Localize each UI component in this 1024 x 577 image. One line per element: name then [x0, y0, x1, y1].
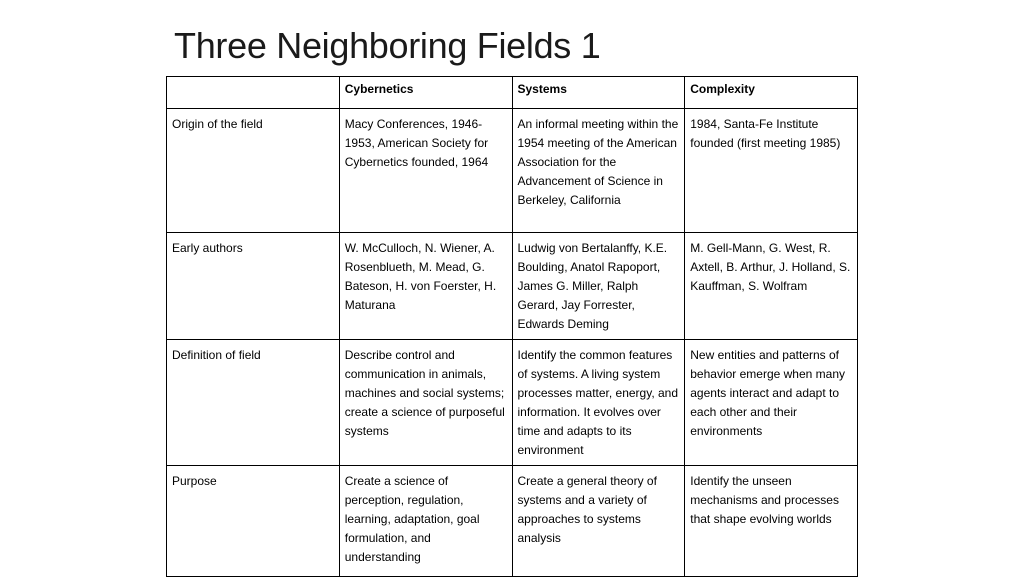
table-row	[167, 233, 858, 340]
row-label: Origin of the field	[167, 109, 340, 233]
cell-cybernetics: Create a science of perception, regulation, learning, adaptation, goal formulation, and understanding	[339, 466, 512, 577]
cell-complexity: 1984, Santa-Fe Institute founded (first meeting 1985)	[685, 109, 858, 233]
cell-cybernetics: Describe control and communication in animals, machines and social systems; create a science of purposeful systems	[339, 340, 512, 466]
cell-cybernetics: W. McCulloch, N. Wiener, A. Rosenblueth, M. Mead, G. Bateson, H. von Foerster, H. Maturana	[339, 233, 512, 340]
cell-cybernetics: Macy Conferences, 1946-1953, American Society for Cybernetics founded, 1964	[339, 109, 512, 233]
header-cell-empty	[167, 77, 340, 109]
table-row	[167, 109, 858, 233]
cell-systems: Identify the common features of systems. A living system processes matter, energy, and information. It evolves over time and adapts to its environment	[512, 340, 685, 466]
row-label: Early authors	[167, 233, 340, 340]
table-header-row	[167, 77, 858, 109]
cell-systems: Ludwig von Bertalanffy, K.E. Boulding, Anatol Rapoport, James G. Miller, Ralph Gerard, Jay Forrester, Edwards Deming	[512, 233, 685, 340]
cell-systems: An informal meeting within the 1954 meeting of the American Association for the Advancement of Science in Berkeley, California	[512, 109, 685, 233]
cell-complexity: M. Gell-Mann, G. West, R. Axtell, B. Arthur, J. Holland, S. Kauffman, S. Wolfram	[685, 233, 858, 340]
header-cell-cybernetics: Cybernetics	[339, 77, 512, 109]
cell-systems: Create a general theory of systems and a variety of approaches to systems analysis	[512, 466, 685, 577]
table-row	[167, 340, 858, 466]
header-cell-complexity: Complexity	[685, 77, 858, 109]
comparison-table	[166, 76, 858, 577]
table-row	[167, 466, 858, 577]
row-label: Purpose	[167, 466, 340, 577]
cell-complexity: New entities and patterns of behavior emerge when many agents interact and adapt to each other and their environments	[685, 340, 858, 466]
cell-complexity: Identify the unseen mechanisms and processes that shape evolving worlds	[685, 466, 858, 577]
slide-title: Three Neighboring Fields 1	[174, 25, 601, 66]
header-cell-systems: Systems	[512, 77, 685, 109]
row-label: Definition of field	[167, 340, 340, 466]
